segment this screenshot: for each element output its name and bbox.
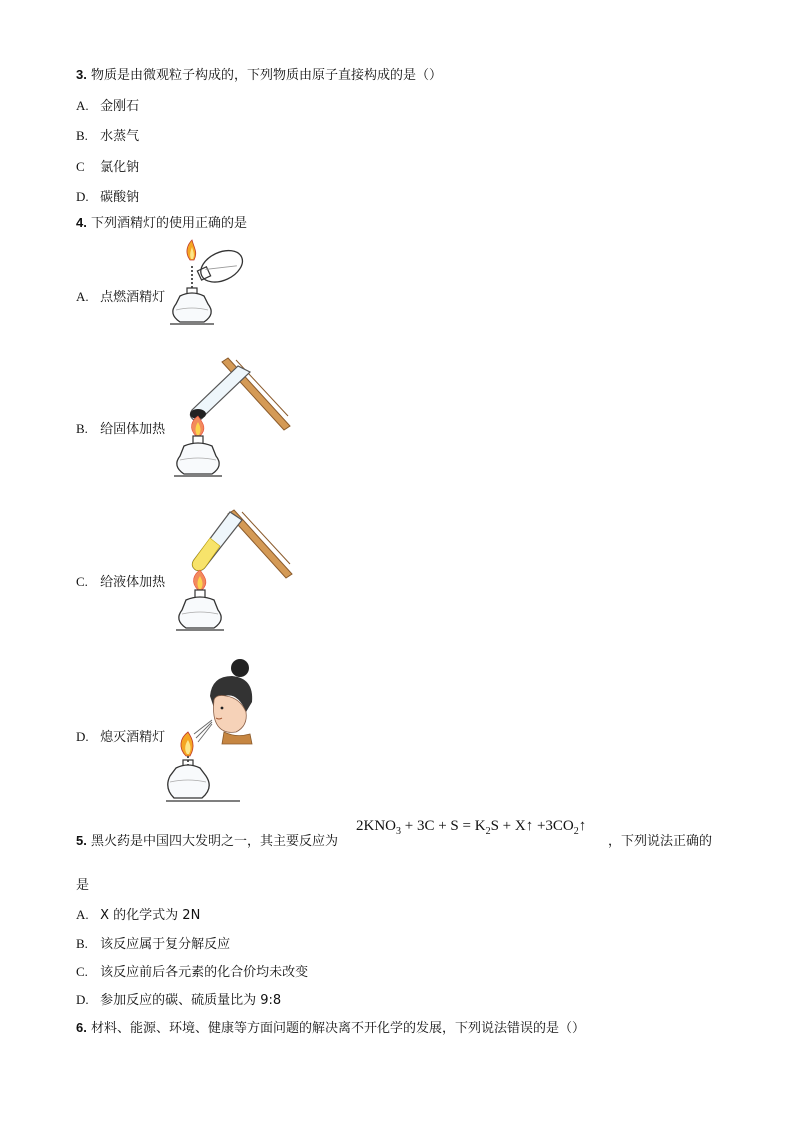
option-letter: C.	[76, 964, 88, 979]
question-number: 5.	[76, 833, 87, 848]
question-stem: 物质是由微观粒子构成的，下列物质由原子直接构成的是（）	[90, 68, 442, 83]
option-text: 该反应属于复分解反应	[100, 937, 231, 952]
option-text: 参加反应的碳、硫质量比为 9:8	[100, 993, 282, 1008]
q5-option-d[interactable]	[76, 989, 281, 1008]
option-text: 熄灭酒精灯	[100, 730, 166, 745]
lamp-lighting-illustration	[166, 238, 254, 328]
question-4	[76, 212, 247, 231]
q3-option-a[interactable]	[76, 95, 139, 114]
option-text: 氯化钠	[100, 160, 140, 175]
q4-option-c[interactable]	[76, 571, 165, 590]
heating-solid-illustration	[168, 350, 296, 478]
question-5	[76, 830, 338, 849]
q5-option-c[interactable]	[76, 961, 308, 980]
option-letter: B.	[76, 128, 88, 143]
option-letter: C.	[76, 574, 88, 589]
question-stem-after: ，下列说法正确的	[608, 834, 713, 849]
question-6	[76, 1017, 585, 1036]
question-number: 6.	[76, 1020, 87, 1035]
q5-option-b[interactable]	[76, 933, 230, 952]
option-letter: B.	[76, 936, 88, 951]
question-number: 4.	[76, 215, 87, 230]
option-letter: D.	[76, 189, 89, 204]
option-text: 碳酸钠	[100, 190, 140, 205]
gas-arrow-icon: ↑	[525, 818, 534, 834]
option-text: X 的化学式为 2N	[100, 908, 201, 923]
question-stem: 材料、能源、环境、健康等方面问题的解决离不开化学的发展，下列说法错误的是（）	[90, 1021, 585, 1036]
q3-option-d[interactable]	[76, 186, 139, 205]
option-text: 水蒸气	[100, 129, 140, 144]
question-stem-wrap: 是	[76, 878, 90, 893]
option-text: 给液体加热	[100, 575, 166, 590]
option-text: 金刚石	[100, 99, 140, 114]
option-letter: A.	[76, 289, 89, 304]
q4-option-a[interactable]	[76, 286, 165, 305]
option-text: 点燃酒精灯	[100, 290, 166, 305]
option-letter: B.	[76, 421, 88, 436]
question-3	[76, 64, 442, 83]
option-letter: C	[76, 159, 85, 174]
option-letter: A.	[76, 98, 89, 113]
question-number: 3.	[76, 67, 87, 82]
q3-option-c[interactable]	[76, 156, 139, 175]
question-stem-before: 黑火药是中国四大发明之一，其主要反应为	[90, 834, 338, 849]
q3-option-b[interactable]	[76, 125, 139, 144]
reaction-equation: $2KNO_3 + 3C + S = K_2S$ + X↑ $+3CO_2↑$	[356, 818, 587, 837]
heating-liquid-illustration	[168, 502, 296, 632]
question-stem: 下列酒精灯的使用正确的是	[90, 216, 247, 231]
option-text: 给固体加热	[100, 422, 166, 437]
blowing-out-lamp-illustration	[166, 656, 262, 806]
option-letter: D.	[76, 992, 89, 1007]
gas-arrow-icon: ↑	[578, 818, 587, 834]
q5-option-a[interactable]	[76, 904, 200, 923]
q4-option-d[interactable]	[76, 726, 165, 745]
option-letter: D.	[76, 729, 89, 744]
q4-option-b[interactable]	[76, 418, 165, 437]
option-text: 该反应前后各元素的化合价均未改变	[100, 965, 309, 980]
option-letter: A.	[76, 907, 89, 922]
